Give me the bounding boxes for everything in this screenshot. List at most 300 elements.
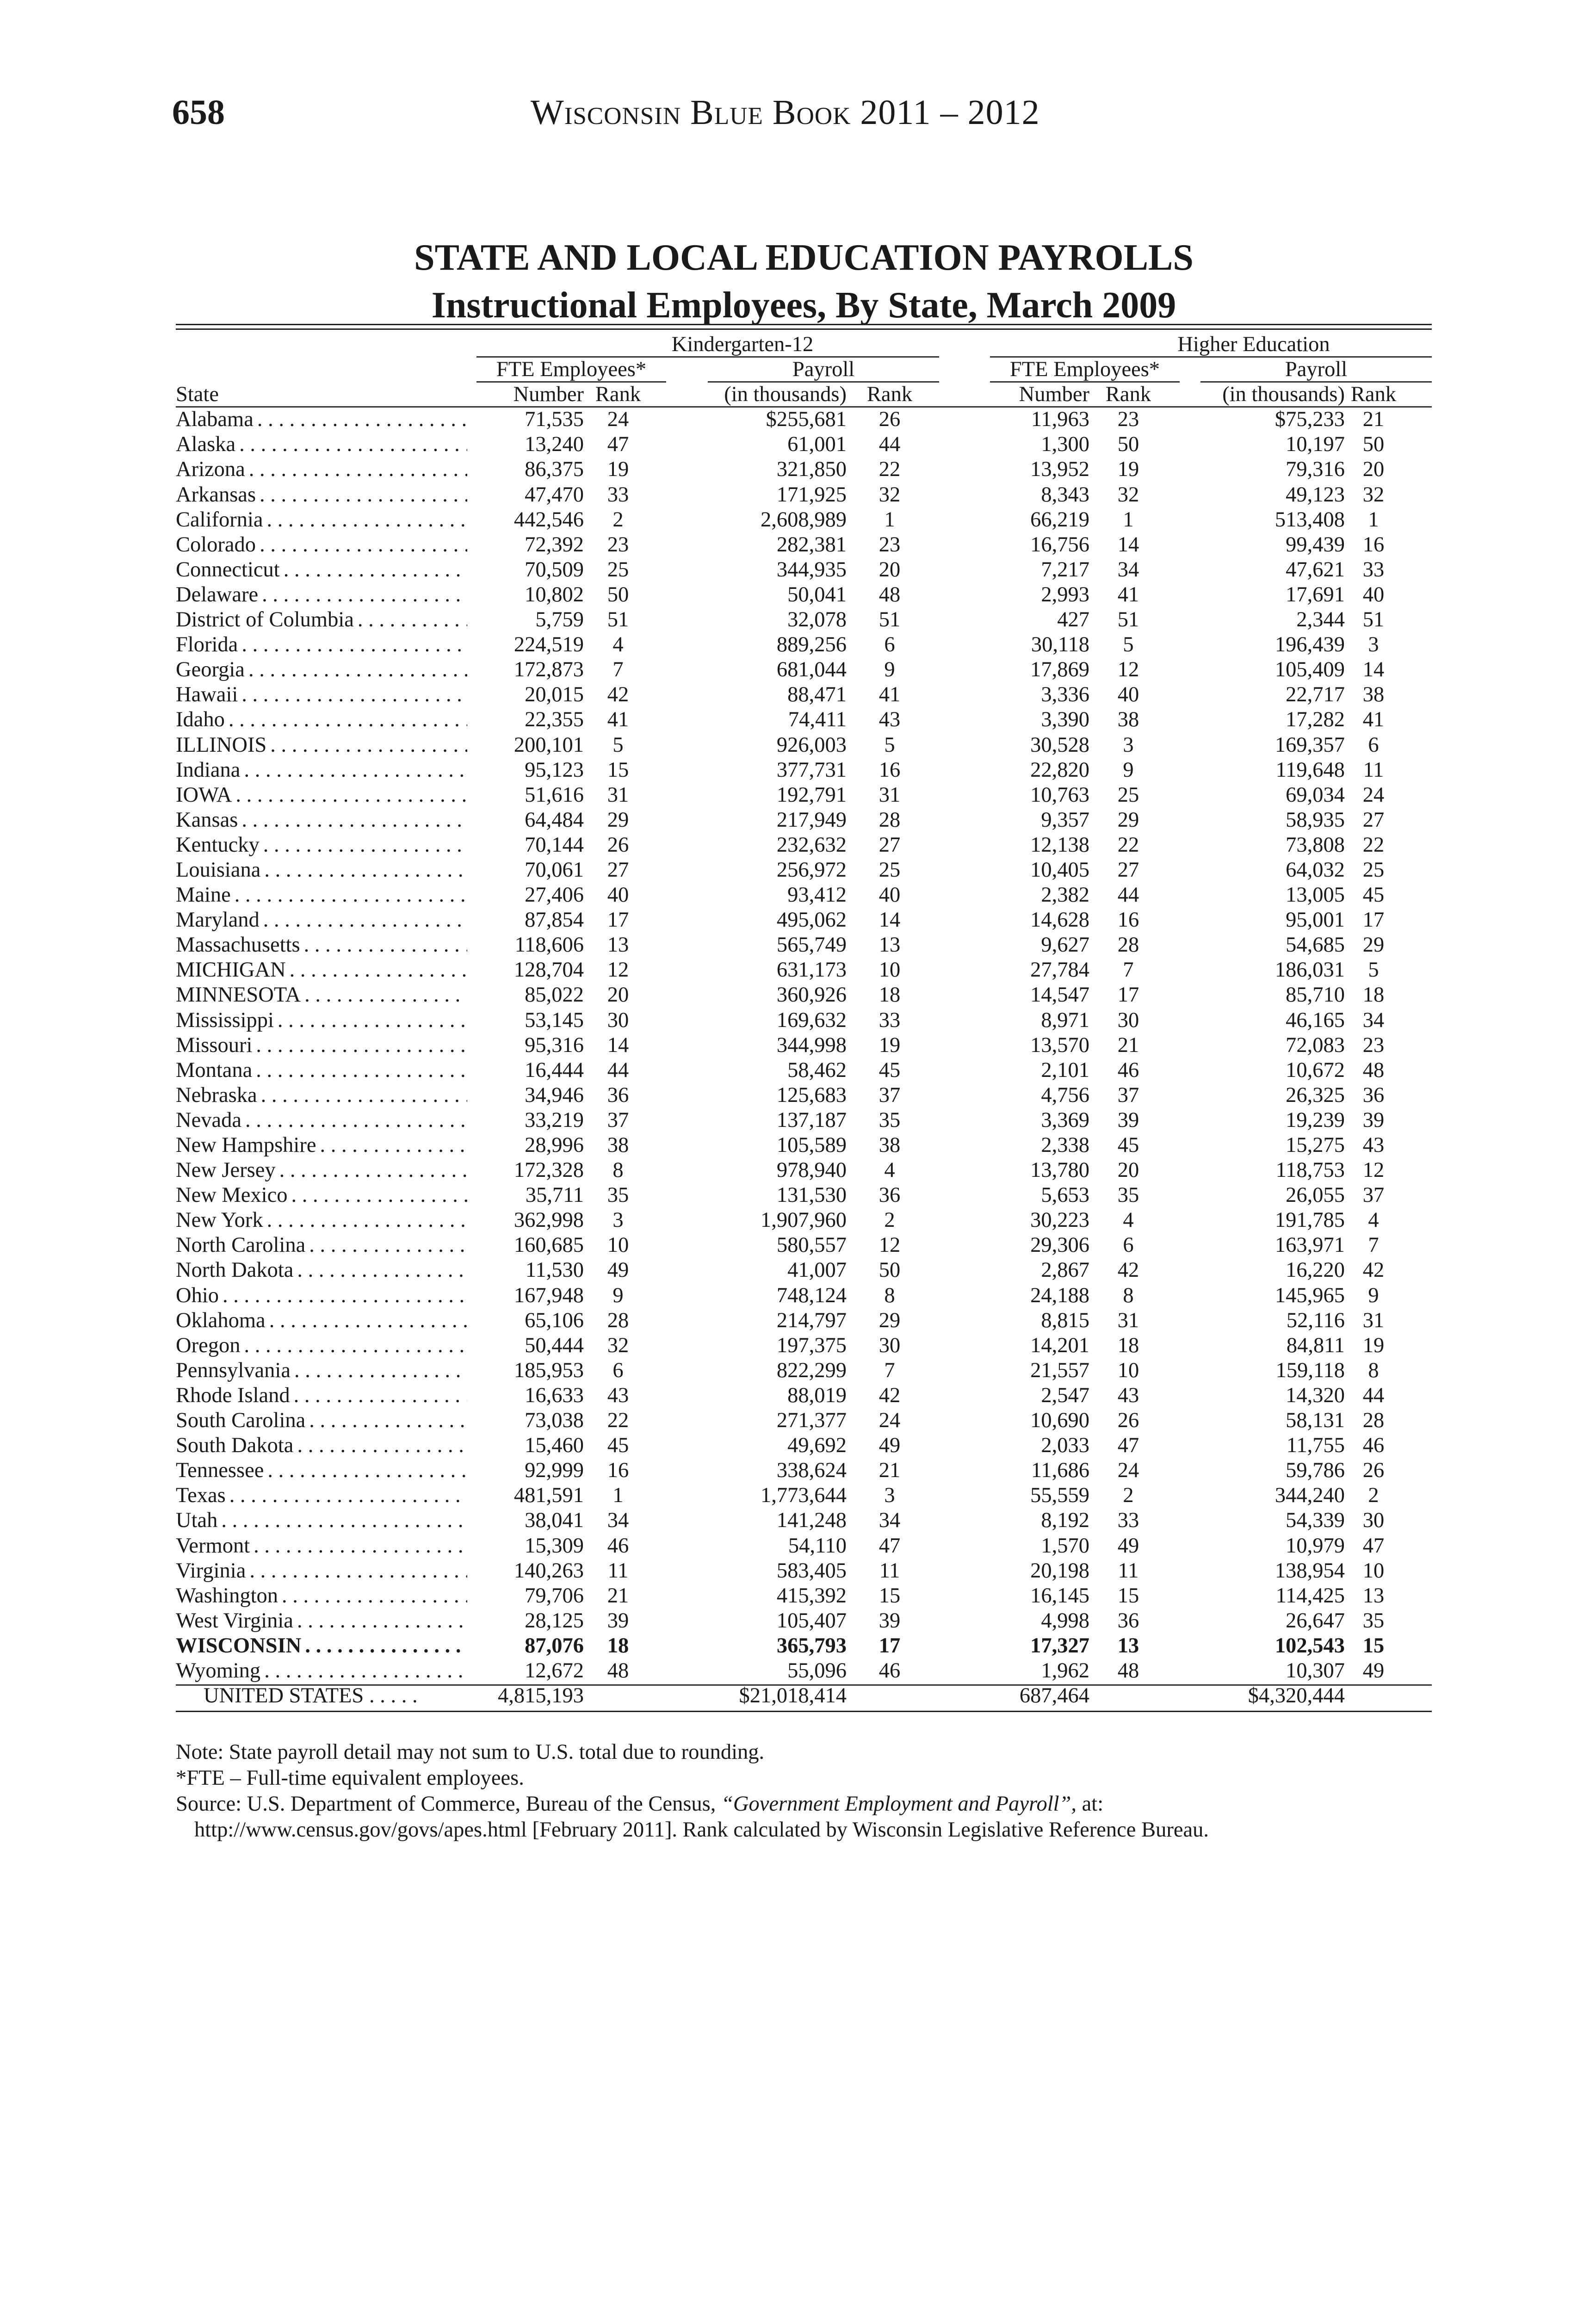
- cell-k12-number-rank: 24: [607, 408, 629, 432]
- cell-k12-payroll: 321,850: [776, 458, 847, 482]
- table-row: [176, 532, 1432, 557]
- cell-he-payroll: 17,691: [1286, 582, 1345, 606]
- table-row: [176, 1083, 1432, 1108]
- table-row: [176, 557, 1432, 582]
- cell-k12-payroll: 580,557: [776, 1233, 847, 1257]
- cell-state: Hawaii . . .: [176, 682, 467, 707]
- cell-he-payroll: 191,785: [1274, 1208, 1345, 1232]
- cell-k12-payroll: 197,375: [776, 1333, 847, 1357]
- page-number: 658: [172, 93, 225, 132]
- cell-k12-number: 185,953: [513, 1358, 584, 1382]
- cell-he-number-rank: 10: [1117, 1358, 1139, 1382]
- cell-k12-number-rank: 5: [612, 733, 624, 757]
- cell-k12-number-rank: 39: [607, 1608, 629, 1633]
- cell-he-number-rank: 49: [1117, 1534, 1139, 1558]
- cell-he-payroll-rank: 4: [1368, 1208, 1379, 1232]
- cell-he-number-rank: 12: [1117, 658, 1139, 682]
- cell-he-payroll: 10,672: [1286, 1058, 1345, 1082]
- header-he-fte: FTE Employees*: [1009, 358, 1160, 382]
- cell-k12-number-rank: 41: [607, 708, 629, 732]
- cell-k12-number: 95,123: [525, 758, 584, 782]
- cell-k12-number-rank: 20: [607, 983, 629, 1007]
- cell-k12-payroll-rank: 39: [878, 1608, 901, 1633]
- cell-he-number-rank: 13: [1117, 1633, 1139, 1657]
- cell-k12-number: 65,106: [525, 1308, 584, 1332]
- cell-he-payroll-rank: 7: [1368, 1233, 1379, 1257]
- cell-k12-number-rank: 4: [612, 633, 624, 657]
- cell-k12-number-rank: 19: [607, 458, 629, 482]
- cell-he-payroll-rank: 25: [1362, 858, 1385, 882]
- cell-state: Louisiana . . .: [176, 858, 467, 883]
- cell-he-payroll-rank: 39: [1362, 1108, 1385, 1132]
- cell-state: West Virginia . . .: [176, 1608, 467, 1633]
- cell-k12-payroll: 171,925: [776, 482, 847, 507]
- cell-he-number: 5,653: [1041, 1183, 1089, 1207]
- cell-he-number-rank: 24: [1117, 1459, 1139, 1483]
- cell-he-payroll: 69,034: [1286, 783, 1345, 807]
- cell-state: Wyoming . . .: [176, 1658, 467, 1683]
- header-k12-payroll-thousands: (in thousands): [724, 383, 847, 407]
- cell-he-payroll: 85,710: [1286, 983, 1345, 1007]
- cell-k12-payroll-rank: 16: [878, 758, 901, 782]
- cell-k12-payroll: 125,683: [776, 1083, 847, 1107]
- cell-k12-payroll-rank: 45: [878, 1058, 901, 1082]
- cell-k12-payroll: 232,632: [776, 833, 847, 857]
- cell-k12-number: 15,460: [525, 1434, 584, 1458]
- table-row: [176, 1408, 1432, 1433]
- header-k12-payroll: Payroll: [792, 358, 855, 382]
- cell-k12-number-rank: 10: [607, 1233, 629, 1257]
- cell-he-number: 11,963: [1031, 408, 1089, 432]
- cell-he-payroll-rank: 17: [1362, 908, 1385, 932]
- cell-he-payroll-rank: 42: [1362, 1258, 1385, 1282]
- note-fte: *FTE – Full-time equivalent employees.: [176, 1766, 524, 1790]
- table-row: [176, 1033, 1432, 1058]
- table-row: [176, 407, 1432, 432]
- note-source: Source: U.S. Department of Commerce, Bureau of the Census, “Government Employment and Payroll”, at:: [176, 1792, 1104, 1816]
- cell-he-payroll-rank: 46: [1362, 1434, 1385, 1458]
- table-row: [176, 908, 1432, 933]
- cell-he-number-rank: 31: [1117, 1308, 1139, 1332]
- cell-he-payroll-rank: 13: [1362, 1583, 1385, 1608]
- cell-he-number: 11,686: [1031, 1459, 1089, 1483]
- cell-k12-payroll-rank: 7: [884, 1358, 895, 1382]
- table-row: [176, 1508, 1432, 1533]
- cell-k12-number-rank: 18: [607, 1633, 629, 1657]
- cell-he-payroll: 102,543: [1274, 1633, 1345, 1657]
- cell-k12-number: 172,873: [513, 658, 584, 682]
- cell-he-payroll: 52,116: [1286, 1308, 1345, 1332]
- cell-he-number-rank: 37: [1117, 1083, 1139, 1107]
- cell-k12-payroll: 54,110: [788, 1534, 847, 1558]
- cell-k12-number: 87,076: [525, 1633, 584, 1657]
- cell-k12-payroll-rank: 38: [878, 1133, 901, 1157]
- cell-state: Washington . . .: [176, 1583, 467, 1608]
- table-row: [176, 1358, 1432, 1383]
- cell-he-number-rank: 43: [1117, 1383, 1139, 1407]
- cell-k12-number-rank: 48: [607, 1658, 629, 1682]
- cell-k12-number: 172,328: [513, 1158, 584, 1182]
- cell-k12-number-rank: 44: [607, 1058, 629, 1082]
- cell-he-payroll: 159,118: [1275, 1358, 1345, 1382]
- cell-k12-payroll: 214,797: [776, 1308, 847, 1332]
- cell-k12-payroll: 926,003: [776, 733, 847, 757]
- total-state: UNITED STATES . . . . .: [204, 1684, 418, 1708]
- table-row: [176, 1108, 1432, 1133]
- cell-k12-payroll-rank: 6: [884, 633, 895, 657]
- cell-k12-number-rank: 8: [612, 1158, 624, 1182]
- cell-k12-number-rank: 21: [607, 1583, 629, 1608]
- cell-he-number: 21,557: [1030, 1358, 1089, 1382]
- cell-k12-payroll: 41,007: [787, 1258, 847, 1282]
- table-row: [176, 632, 1432, 657]
- cell-he-payroll: 14,320: [1286, 1383, 1345, 1407]
- table-body: [176, 407, 1432, 1683]
- cell-he-number: 8,971: [1041, 1008, 1089, 1032]
- cell-he-payroll-rank: 21: [1362, 408, 1385, 432]
- cell-state: Idaho . . .: [176, 707, 467, 732]
- cell-he-payroll: 19,239: [1286, 1108, 1345, 1132]
- cell-k12-payroll-rank: 32: [878, 482, 901, 507]
- cell-he-payroll: 49,123: [1286, 482, 1345, 507]
- cell-k12-payroll: 61,001: [787, 433, 847, 457]
- cell-k12-payroll-rank: 19: [878, 1033, 901, 1057]
- cell-k12-number: 16,444: [525, 1058, 584, 1082]
- table-row: [176, 457, 1432, 482]
- cell-k12-number-rank: 33: [607, 482, 629, 507]
- table-row: [176, 582, 1432, 607]
- table-subtitle: Instructional Employees, By State, March 2009: [431, 285, 1176, 326]
- header-he-payroll-thousands: (in thousands): [1222, 383, 1345, 407]
- cell-k12-number: 140,263: [513, 1558, 584, 1583]
- cell-k12-number-rank: 32: [607, 1333, 629, 1357]
- table-row: [176, 983, 1432, 1008]
- cell-state: Texas . . .: [176, 1483, 467, 1508]
- cell-k12-number: 51,616: [525, 783, 584, 807]
- cell-k12-payroll-rank: 8: [884, 1283, 895, 1307]
- cell-state: Kentucky . . .: [176, 833, 467, 858]
- cell-he-number-rank: 51: [1117, 608, 1139, 632]
- header-row-groups: [176, 332, 1432, 357]
- cell-he-number: 29,306: [1030, 1233, 1089, 1257]
- cell-k12-number: 86,375: [525, 458, 584, 482]
- cell-he-number-rank: 16: [1117, 908, 1139, 932]
- cell-he-number-rank: 3: [1123, 733, 1134, 757]
- cell-he-number: 2,993: [1041, 582, 1089, 606]
- cell-he-payroll-rank: 5: [1368, 958, 1379, 982]
- table-row: [176, 507, 1432, 532]
- payroll-table: [176, 332, 1432, 1708]
- cell-k12-number-rank: 15: [607, 758, 629, 782]
- cell-k12-payroll-rank: 25: [878, 858, 901, 882]
- cell-k12-number-rank: 7: [612, 658, 624, 682]
- table-row: [176, 682, 1432, 707]
- cell-k12-number: 118,606: [514, 933, 584, 957]
- cell-he-payroll-rank: 14: [1362, 658, 1385, 682]
- cell-state: MICHIGAN . . .: [176, 958, 467, 983]
- cell-he-number-rank: 21: [1117, 1033, 1139, 1057]
- cell-k12-payroll-rank: 3: [884, 1484, 895, 1508]
- cell-k12-payroll: 192,791: [776, 783, 847, 807]
- cell-k12-number: 71,535: [525, 408, 584, 432]
- cell-he-number: 10,690: [1030, 1409, 1089, 1433]
- cell-he-payroll: 17,282: [1286, 708, 1345, 732]
- cell-he-number-rank: 48: [1117, 1658, 1139, 1682]
- table-row: [176, 1133, 1432, 1158]
- cell-he-number: 2,101: [1041, 1058, 1089, 1082]
- cell-k12-number-rank: 43: [607, 1383, 629, 1407]
- cell-k12-payroll: 105,407: [776, 1608, 847, 1633]
- cell-he-number: 8,343: [1041, 482, 1089, 507]
- cell-he-number: 13,570: [1030, 1033, 1089, 1057]
- cell-k12-payroll: 495,062: [776, 908, 847, 932]
- cell-k12-number: 200,101: [513, 733, 584, 757]
- cell-state: Oklahoma . . .: [176, 1308, 467, 1333]
- cell-k12-number: 70,061: [525, 858, 584, 882]
- cell-he-payroll-rank: 20: [1362, 458, 1385, 482]
- cell-he-number-rank: 11: [1118, 1558, 1139, 1583]
- header-row-columns: [176, 382, 1432, 407]
- cell-k12-payroll-rank: 35: [878, 1108, 901, 1132]
- cell-he-number-rank: 19: [1117, 458, 1139, 482]
- cell-he-number: 3,390: [1041, 708, 1089, 732]
- cell-k12-number: 92,999: [525, 1459, 584, 1483]
- cell-k12-number: 15,309: [525, 1534, 584, 1558]
- cell-he-payroll-rank: 32: [1362, 482, 1385, 507]
- cell-he-payroll: 54,685: [1286, 933, 1345, 957]
- table-row: [176, 1433, 1432, 1458]
- cell-k12-number: 79,706: [525, 1583, 584, 1608]
- cell-state: Massachusetts . . .: [176, 933, 467, 958]
- cell-he-number-rank: 17: [1117, 983, 1139, 1007]
- cell-he-number: 24,188: [1030, 1283, 1089, 1307]
- cell-k12-number-rank: 6: [612, 1358, 624, 1382]
- table-row: [176, 1058, 1432, 1083]
- cell-k12-number: 50,444: [525, 1333, 584, 1357]
- cell-k12-payroll: 88,019: [787, 1383, 847, 1407]
- cell-he-payroll: 58,131: [1286, 1409, 1345, 1433]
- cell-k12-number: 72,392: [525, 532, 584, 557]
- cell-he-payroll-rank: 51: [1362, 608, 1385, 632]
- cell-k12-payroll: 50,041: [787, 582, 847, 606]
- cell-he-payroll-rank: 44: [1362, 1383, 1385, 1407]
- cell-k12-payroll-rank: 5: [884, 733, 895, 757]
- cell-k12-payroll: 32,078: [787, 608, 847, 632]
- table-row: [176, 883, 1432, 908]
- cell-he-payroll-rank: 41: [1362, 708, 1385, 732]
- header-k12-fte: FTE Employees*: [496, 358, 647, 382]
- cell-state: Tennessee . . .: [176, 1458, 467, 1483]
- cell-k12-number: 12,672: [525, 1658, 584, 1682]
- table-row: [176, 1008, 1432, 1033]
- cell-state: New Hampshire . . .: [176, 1133, 467, 1158]
- cell-he-number: 2,547: [1041, 1383, 1089, 1407]
- cell-he-number: 27,784: [1030, 958, 1089, 982]
- cell-k12-number: 87,854: [525, 908, 584, 932]
- cell-k12-payroll-rank: 27: [878, 833, 901, 857]
- cell-k12-payroll: 256,972: [776, 858, 847, 882]
- cell-he-payroll: 114,425: [1275, 1583, 1345, 1608]
- cell-k12-payroll-rank: 37: [878, 1083, 901, 1107]
- cell-he-number: 13,780: [1030, 1158, 1089, 1182]
- cell-k12-number-rank: 47: [607, 433, 629, 457]
- header-k12-number: Number: [513, 383, 584, 407]
- cell-he-number: 8,815: [1041, 1308, 1089, 1332]
- cell-k12-payroll-rank: 48: [878, 582, 901, 606]
- cell-state: Alabama . . .: [176, 407, 467, 432]
- cell-he-number: 22,820: [1030, 758, 1089, 782]
- cell-state: Arkansas . . .: [176, 482, 467, 507]
- cell-he-number-rank: 28: [1117, 933, 1139, 957]
- cell-k12-number: 70,509: [525, 557, 584, 581]
- cell-state: Nevada . . .: [176, 1108, 467, 1133]
- cell-k12-payroll-rank: 2: [884, 1208, 895, 1232]
- table-row: [176, 1458, 1432, 1483]
- cell-he-number: 2,338: [1041, 1133, 1089, 1157]
- cell-k12-payroll-rank: 43: [878, 708, 901, 732]
- cell-he-payroll: 47,621: [1286, 557, 1345, 581]
- cell-k12-number-rank: 50: [607, 582, 629, 606]
- cell-he-payroll: 196,439: [1274, 633, 1345, 657]
- cell-he-number-rank: 45: [1117, 1133, 1139, 1157]
- cell-he-payroll: 169,357: [1274, 733, 1345, 757]
- cell-k12-payroll: 822,299: [776, 1358, 847, 1382]
- cell-k12-number-rank: 30: [607, 1008, 629, 1032]
- cell-he-number: 2,033: [1041, 1434, 1089, 1458]
- header-higher-education: Higher Education: [1177, 333, 1330, 356]
- cell-he-payroll-rank: 23: [1362, 1033, 1385, 1057]
- cell-k12-number-rank: 49: [607, 1258, 629, 1282]
- table-row: [176, 958, 1432, 983]
- cell-k12-payroll: 748,124: [776, 1283, 847, 1307]
- cell-he-number: 8,192: [1041, 1509, 1089, 1533]
- cell-k12-payroll-rank: 24: [878, 1409, 901, 1433]
- cell-k12-number-rank: 40: [607, 883, 629, 907]
- cell-he-payroll-rank: 48: [1362, 1058, 1385, 1082]
- cell-k12-payroll: 217,949: [776, 808, 847, 832]
- header-k12: Kindergarten-12: [671, 333, 814, 356]
- cell-k12-number: 442,546: [513, 507, 584, 532]
- cell-he-number-rank: 7: [1123, 958, 1134, 982]
- cell-he-payroll-rank: 34: [1362, 1008, 1385, 1032]
- cell-k12-payroll: 344,998: [776, 1033, 847, 1057]
- cell-k12-number-rank: 27: [607, 858, 629, 882]
- cell-he-payroll-rank: 38: [1362, 683, 1385, 707]
- cell-k12-payroll: 282,381: [776, 532, 847, 557]
- cell-he-number: 2,867: [1041, 1258, 1089, 1282]
- cell-he-number: 14,547: [1030, 983, 1089, 1007]
- total-he-payroll: $4,320,444: [1248, 1684, 1345, 1708]
- header-he-payroll-rank: Rank: [1350, 383, 1397, 407]
- cell-he-payroll-rank: 33: [1362, 557, 1385, 581]
- cell-k12-number-rank: 13: [607, 933, 629, 957]
- table-row: [176, 1208, 1432, 1233]
- cell-k12-number: 481,591: [513, 1484, 584, 1508]
- cell-state: Maryland . . .: [176, 908, 467, 933]
- cell-k12-payroll-rank: 49: [878, 1434, 901, 1458]
- cell-he-payroll: 186,031: [1274, 958, 1345, 982]
- cell-k12-number: 64,484: [525, 808, 584, 832]
- cell-he-number: 2,382: [1041, 883, 1089, 907]
- cell-k12-number: 70,144: [525, 833, 584, 857]
- cell-k12-number: 33,219: [525, 1108, 584, 1132]
- cell-he-payroll: 138,954: [1274, 1558, 1345, 1583]
- cell-he-number: 7,217: [1041, 557, 1089, 581]
- cell-he-number: 30,528: [1030, 733, 1089, 757]
- cell-k12-payroll-rank: 20: [878, 557, 901, 581]
- cell-k12-number: 224,519: [513, 633, 584, 657]
- cell-k12-number-rank: 14: [607, 1033, 629, 1057]
- cell-he-number: 13,952: [1030, 458, 1089, 482]
- cell-he-number-rank: 25: [1117, 783, 1139, 807]
- cell-he-number: 427: [1057, 608, 1089, 632]
- cell-k12-payroll-rank: 13: [878, 933, 901, 957]
- cell-k12-number: 95,316: [525, 1033, 584, 1057]
- cell-k12-number-rank: 28: [607, 1308, 629, 1332]
- cell-k12-number-rank: 12: [607, 958, 629, 982]
- cell-state: Delaware . . .: [176, 582, 467, 607]
- cell-k12-payroll-rank: 12: [878, 1233, 901, 1257]
- cell-he-payroll-rank: 43: [1362, 1133, 1385, 1157]
- cell-k12-payroll: 338,624: [776, 1459, 847, 1483]
- cell-he-number: 4,756: [1041, 1083, 1089, 1107]
- cell-k12-number: 27,406: [525, 883, 584, 907]
- cell-k12-payroll: 377,731: [776, 758, 847, 782]
- table-row: [176, 1483, 1432, 1508]
- cell-k12-number: 5,759: [535, 608, 584, 632]
- cell-he-payroll: 46,165: [1286, 1008, 1345, 1032]
- cell-he-number-rank: 23: [1117, 408, 1139, 432]
- table-row: [176, 1534, 1432, 1558]
- cell-he-payroll: $75,233: [1274, 408, 1345, 432]
- table-row: [176, 707, 1432, 732]
- cell-k12-payroll-rank: 40: [878, 883, 901, 907]
- cell-k12-number-rank: 17: [607, 908, 629, 932]
- cell-k12-payroll-rank: 47: [878, 1534, 901, 1558]
- cell-k12-payroll-rank: 46: [878, 1658, 901, 1682]
- cell-state: Missouri . . .: [176, 1033, 467, 1058]
- cell-he-payroll: 513,408: [1274, 507, 1345, 532]
- cell-he-payroll-rank: 16: [1362, 532, 1385, 557]
- header-he-number: Number: [1019, 383, 1089, 407]
- cell-he-number: 1,570: [1041, 1534, 1089, 1558]
- cell-he-number: 30,223: [1030, 1208, 1089, 1232]
- cell-he-number: 3,369: [1041, 1108, 1089, 1132]
- table-title: STATE AND LOCAL EDUCATION PAYROLLS: [414, 237, 1194, 278]
- cell-k12-number-rank: 26: [607, 833, 629, 857]
- cell-k12-number-rank: 37: [607, 1108, 629, 1132]
- table-notes: [176, 1739, 1432, 1843]
- cell-he-number: 1,300: [1041, 433, 1089, 457]
- cell-k12-number-rank: 16: [607, 1459, 629, 1483]
- cell-state: New Jersey . . .: [176, 1158, 467, 1183]
- cell-k12-payroll-rank: 36: [878, 1183, 901, 1207]
- cell-k12-payroll-rank: 11: [879, 1558, 900, 1583]
- cell-he-number-rank: 9: [1123, 758, 1134, 782]
- table-row: [176, 432, 1432, 457]
- cell-he-number: 55,559: [1030, 1484, 1089, 1508]
- cell-he-payroll-rank: 31: [1362, 1308, 1385, 1332]
- cell-he-payroll: 26,647: [1286, 1608, 1345, 1633]
- cell-state: Pennsylvania . . .: [176, 1358, 467, 1383]
- table-row: [176, 1558, 1432, 1583]
- cell-he-number-rank: 20: [1117, 1158, 1139, 1182]
- cell-he-number: 10,405: [1030, 858, 1089, 882]
- cell-he-payroll: 163,971: [1274, 1233, 1345, 1257]
- cell-he-number: 12,138: [1030, 833, 1089, 857]
- cell-state: Kansas . . .: [176, 808, 467, 833]
- cell-k12-payroll-rank: 1: [884, 507, 895, 532]
